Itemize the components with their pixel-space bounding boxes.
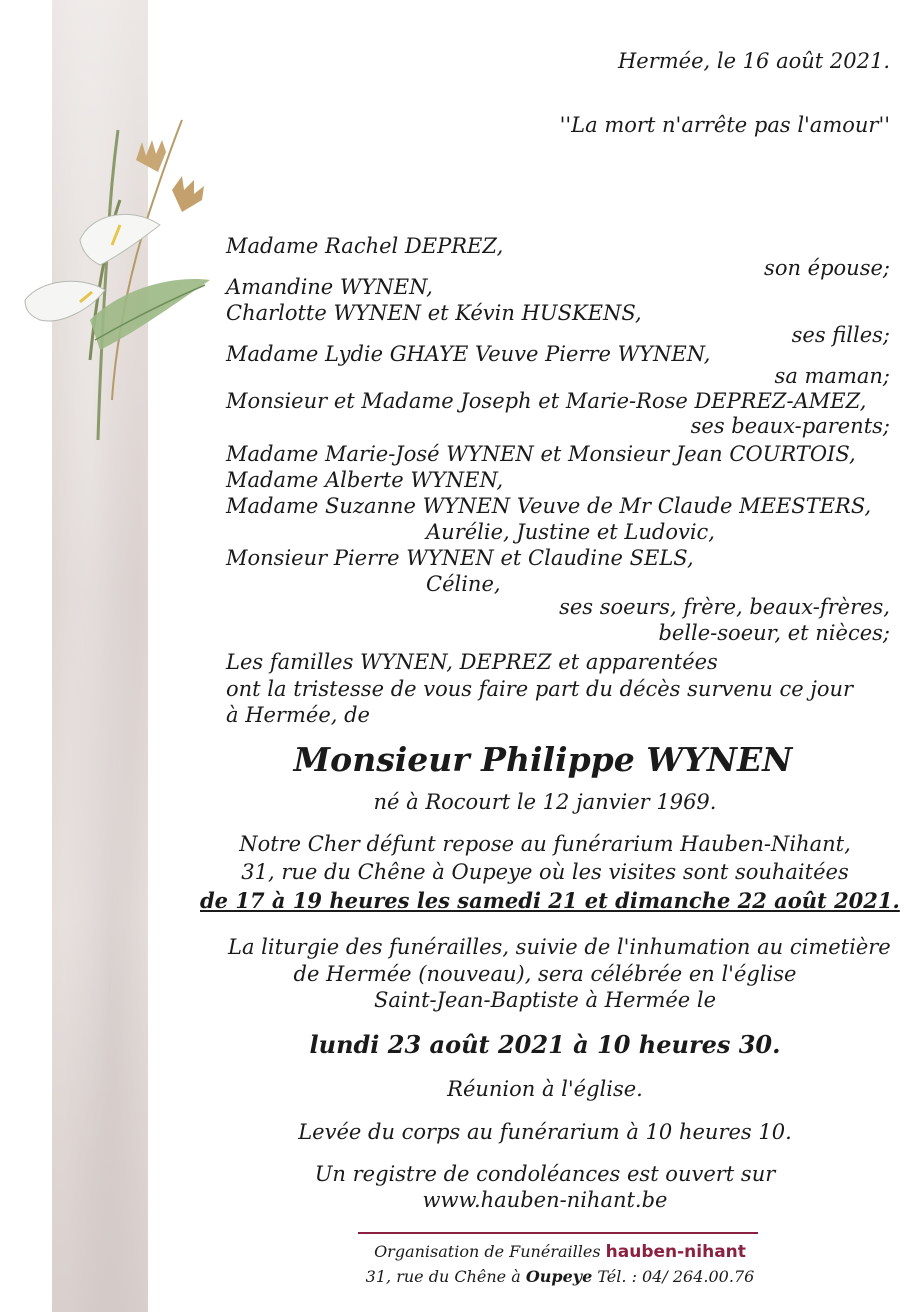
departure-note: Levée du corps au funérarium à 10 heures 10. [298,1120,792,1144]
organisation-label: Organisation de Funérailles [374,1242,601,1261]
family-line: Madame Lydie GHAYE Veuve Pierre WYNEN, [226,342,711,366]
family-relation: belle-soeur, et nièces; [658,621,890,645]
liturgy-line: Saint-Jean-Baptiste à Hermée le [373,988,717,1012]
announcement-line: à Hermée, de [226,703,370,727]
birth-info: né à Rocourt le 12 janvier 1969. [373,790,717,814]
visits-line: 31, rue du Chêne à Oupeye où les visites sont souhaitées [241,860,849,884]
announcement-line: Les familles WYNEN, DEPREZ et apparentées [226,650,718,674]
calla-lily-illustration [20,40,220,450]
visits-line: Notre Cher défunt repose au funérarium Hauben-Nihant, [239,832,851,856]
family-line: Madame Suzanne WYNEN Veuve de Mr Claude MEESTERS, [226,494,872,518]
family-relation: ses filles; [791,323,890,347]
liturgy-line: La liturgie des funérailles, suivie de l'inhumation au cimetière [228,935,891,959]
family-line: Madame Alberte WYNEN, [226,468,504,492]
register-url[interactable]: www.hauben-nihant.be [422,1188,668,1212]
meeting-note: Réunion à l'église. [447,1077,643,1101]
announcement-line: ont la tristesse de vous faire part du décès survenu ce jour [226,677,854,701]
footer-divider [358,1232,758,1234]
place-date: Hermée, le 16 août 2021. [617,49,890,73]
family-line: Monsieur et Madame Joseph et Marie-Rose DEPREZ-AMEZ, [226,389,867,413]
family-line: Aurélie, Justine et Ludovic, [426,520,715,544]
family-line: Madame Marie-José WYNEN et Monsieur Jean COURTOIS, [226,442,856,466]
family-line: Amandine WYNEN, [226,275,433,299]
visit-times: de 17 à 19 heures les samedi 21 et dimanche 22 août 2021. [200,888,900,913]
family-line: Madame Rachel DEPREZ, [226,234,504,258]
phone-text: Tél. : 04/ 264.00.76 [597,1267,755,1286]
family-relation: ses soeurs, frère, beaux-frères, [559,595,890,619]
quote: ''La mort n'arrête pas l'amour'' [559,113,890,137]
family-line: Charlotte WYNEN et Kévin HUSKENS, [226,301,642,325]
family-line: Monsieur Pierre WYNEN et Claudine SELS, [226,546,694,570]
family-relation: son épouse; [764,256,890,280]
family-line: Céline, [426,572,501,596]
liturgy-line: de Hermée (nouveau), sera célébrée en l'église [293,962,797,986]
footer-address [300,1266,820,1288]
address-town: Oupeye [525,1267,593,1286]
footer-organisation [300,1241,820,1263]
family-relation: ses beaux-parents; [690,414,890,438]
funeral-datetime: lundi 23 août 2021 à 10 heures 30. [309,1030,781,1059]
deceased-name: Monsieur Philippe WYNEN [293,740,793,779]
brand-logo: hauben-nihant [605,1242,746,1262]
register-note: Un registre de condoléances est ouvert sur [314,1162,776,1186]
family-relation: sa maman; [774,364,890,388]
address-text: 31, rue du Chêne à [365,1267,521,1286]
